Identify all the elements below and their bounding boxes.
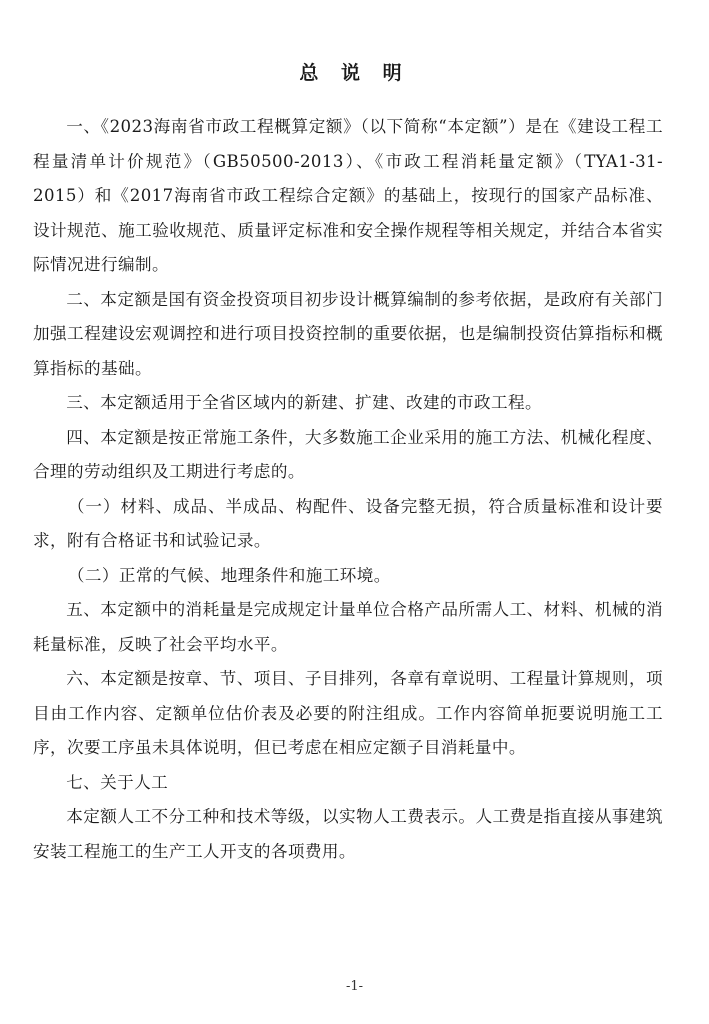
paragraph-4: 四、本定额是按正常施工条件，大多数施工企业采用的施工方法、机械化程度、合理的劳动组织及工期进行考虑的。 — [33, 427, 663, 481]
paragraph-1: 一、《2023海南省市政工程概算定额》（以下简称“本定额”）是在《建设工程工程量清单计价规范》（GB50500-2013）、《市政工程消耗量定额》（TYA1-31-2015）和《2017海南省市政工程综合定额》的基础上，按现行的国家产品标准、设计规范、施工验收规范、质量评定标准和安全操作规程等相关规定，并结合本省实际情况进行编制。 — [33, 117, 663, 274]
paragraph-4-item-2: （二）正常的气候、地理条件和施工环境。 — [67, 565, 391, 585]
paragraph-2: 二、本定额是国有资金投资项目初步设计概算编制的参考依据，是政府有关部门加强工程建设宏观调控和进行项目投资控制的重要依据，也是编制投资估算指标和概算指标的基础。 — [33, 289, 663, 378]
page-title: 总 说 明 — [299, 62, 410, 84]
document-body — [33, 110, 663, 869]
paragraph-5: 五、本定额中的消耗量是完成规定计量单位合格产品所需人工、材料、机械的消耗量标准，反映了社会平均水平。 — [33, 600, 663, 654]
paragraph-6: 六、本定额是按章、节、项目、子目排列，各章有章说明、工程量计算规则，项目由工作内容、定额单位估价表及必要的附注组成。工作内容简单扼要说明施工工序，次要工序虽未具体说明，但已考虑在相应定额子目消耗量中。 — [33, 669, 663, 757]
section-heading-labor: 七、关于人工 — [66, 772, 169, 792]
page-number: -1- — [345, 979, 364, 994]
paragraph-7: 本定额人工不分工种和技术等级，以实物人工费表示。人工费是指直接从事建筑安装工程施工的生产工人开支的各项费用。 — [33, 807, 663, 861]
paragraph-4-item-1: （一）材料、成品、半成品、构配件、设备完整无损，符合质量标准和设计要求，附有合格证书和试验记录。 — [33, 496, 663, 550]
paragraph-3: 三、本定额适用于全省区域内的新建、扩建、改建的市政工程。 — [66, 393, 543, 412]
